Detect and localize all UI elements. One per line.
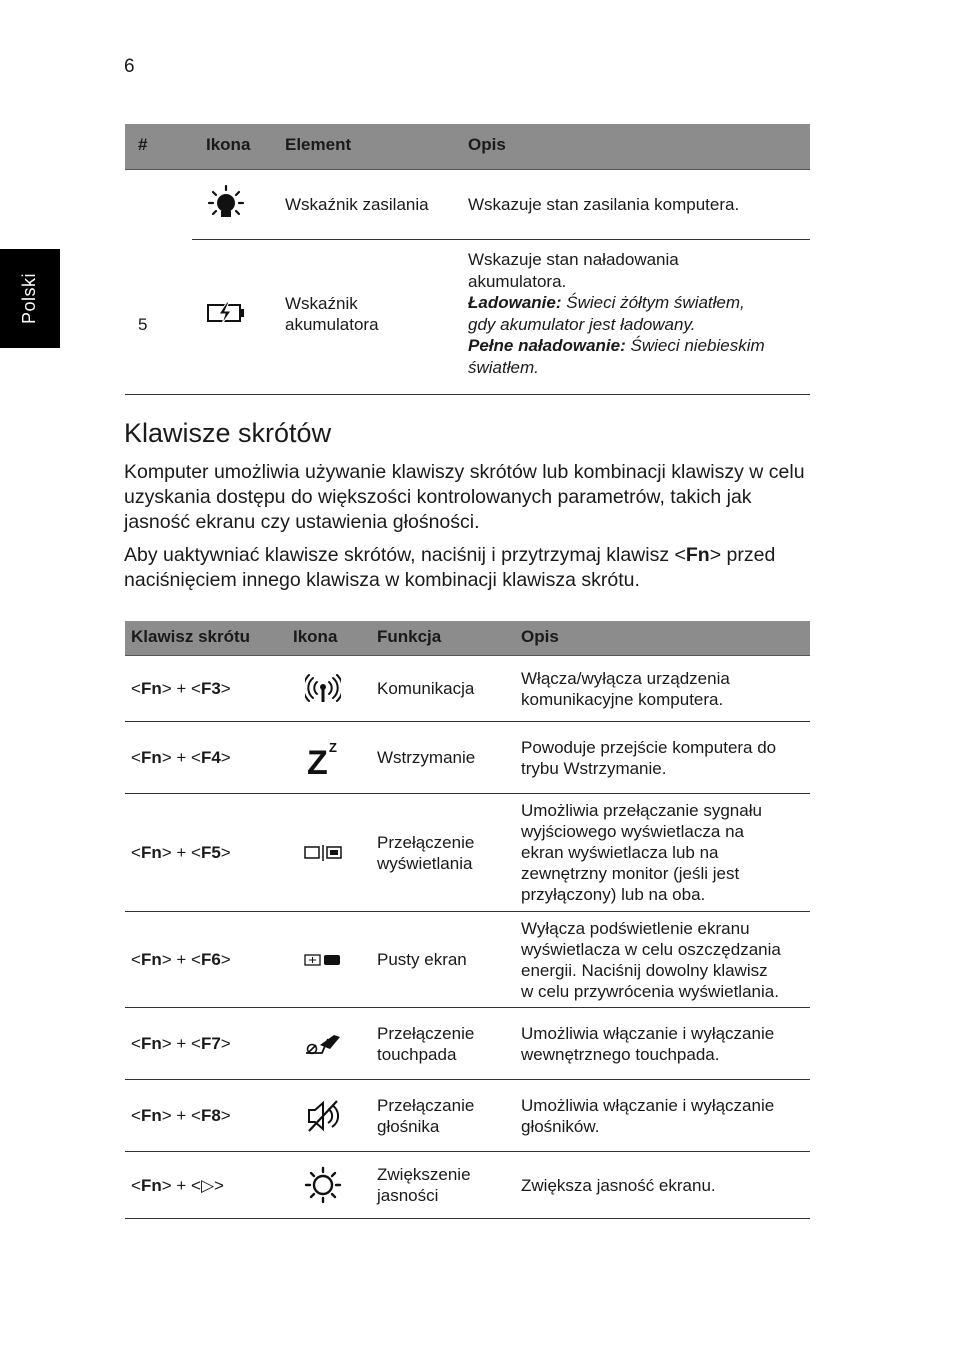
- function-line: Komunikacja: [377, 679, 475, 698]
- function-name: [377, 912, 517, 1007]
- description-line: wyświetlacza w celu oszczędzania: [521, 939, 781, 959]
- svg-text:Z: Z: [329, 739, 337, 755]
- element-battery-label: [285, 293, 379, 335]
- hotkey-combination: <Fn> + < F7 >: [131, 1034, 231, 1053]
- sleep-zz-icon: [285, 722, 361, 793]
- hotkey-key: F5: [200, 843, 221, 862]
- function-name: [377, 794, 517, 911]
- row-number: 5: [138, 315, 148, 334]
- section-title: Klawisze skrótów: [124, 418, 332, 448]
- function-name: [377, 656, 517, 721]
- description-line: przyłączony) lub na oba.: [521, 885, 706, 904]
- function-name: [377, 1080, 517, 1151]
- function-line: Zwiększenie: [377, 1165, 471, 1184]
- description-line: energii. Naciśnij dowolny klawisz: [521, 960, 768, 980]
- description-line: wewnętrznego touchpada.: [521, 1044, 720, 1064]
- hotkey-combination: <Fn> + < F4 >: [131, 748, 231, 767]
- function-line: jasności: [377, 1186, 439, 1205]
- hotkey-key: F6: [200, 950, 221, 969]
- description-line: Włącza/wyłącza urządzenia: [521, 668, 730, 688]
- table-row: [125, 722, 810, 794]
- language-side-tab: [0, 249, 60, 348]
- function-description: [521, 794, 810, 911]
- page-number: 6: [124, 56, 135, 77]
- full-line: [468, 335, 808, 357]
- description-line: głośników.: [521, 1116, 600, 1136]
- fn-paragraph-after: > przed naciśnięciem innego klawisza w kombinacji klawisza skrótu.: [124, 544, 776, 591]
- table-row: [125, 1152, 810, 1219]
- fn-key-label: Fn: [685, 544, 710, 566]
- description-line: w celu przywrócenia wyświetlania.: [521, 981, 779, 1001]
- hotkey-key: ▷: [200, 1175, 215, 1195]
- hotkey-key: F8: [200, 1106, 221, 1125]
- battery-desc-line1: Wskazuje stan naładowania: [468, 250, 679, 269]
- description-line: Umożliwia przełączanie sygnału: [521, 801, 762, 820]
- function-line: Pusty ekran: [377, 950, 467, 969]
- description-line: trybu Wstrzymanie.: [521, 758, 667, 778]
- description-line: Wyłącza podświetlenie ekranu: [521, 918, 750, 938]
- header-function: Funkcja: [377, 627, 442, 646]
- display-toggle-icon: [285, 794, 361, 911]
- charging-text-2: gdy akumulator jest ładowany.: [468, 314, 696, 334]
- hotkey-table-header: [125, 621, 810, 656]
- battery-desc-line2: akumulatora.: [468, 271, 567, 291]
- function-description: [521, 656, 810, 721]
- function-line: głośnika: [377, 1116, 440, 1136]
- table-row: [192, 170, 810, 240]
- function-line: wyświetlania: [377, 853, 473, 873]
- battery-indicator-icon: [206, 300, 246, 331]
- description-line: Umożliwia włączanie i wyłączanie: [521, 1095, 775, 1115]
- full-text-1: Świeci niebieskim: [625, 336, 765, 355]
- hotkey-combination: <Fn> + < F5 >: [131, 843, 231, 862]
- function-description: [521, 1152, 810, 1218]
- hotkey-table: [125, 621, 810, 1219]
- battery-label-line1: Wskaźnik: [285, 294, 358, 313]
- full-text-2: światłem.: [468, 357, 539, 377]
- table-row: [125, 912, 810, 1008]
- header-hotkey: Klawisz skrótu: [131, 627, 251, 646]
- brightness-up-icon: [285, 1152, 361, 1218]
- function-description: [521, 1080, 810, 1151]
- description-line: Zwiększa jasność ekranu.: [521, 1175, 716, 1195]
- screen-blank-icon: [285, 912, 361, 1007]
- function-name: [377, 722, 517, 793]
- header-description: Opis: [468, 135, 506, 154]
- function-line: Przełączanie: [377, 1095, 475, 1115]
- indicator-table: [125, 124, 810, 395]
- power-indicator-icon: [206, 184, 246, 229]
- function-line: Przełączenie: [377, 832, 475, 852]
- description-line: Umożliwia włączanie i wyłączanie: [521, 1023, 775, 1043]
- table-row: [125, 656, 810, 722]
- hotkey-combination: <Fn> + < F8 >: [131, 1106, 231, 1125]
- hotkey-key: F4: [200, 748, 221, 767]
- function-description: [521, 912, 810, 1007]
- hotkey-combination: <Fn> + < F3 >: [131, 679, 231, 698]
- speaker-toggle-icon: [285, 1080, 361, 1151]
- function-line: touchpada: [377, 1044, 457, 1064]
- language-label: Polski: [19, 272, 40, 325]
- charging-line: [468, 292, 808, 314]
- wireless-communication-icon: [285, 656, 361, 721]
- header-number: #: [138, 135, 148, 154]
- hotkey-combination: <Fn> + < ▷ >: [131, 1175, 224, 1195]
- function-description: [521, 722, 810, 793]
- element-power-label: Wskaźnik zasilania: [285, 195, 429, 214]
- function-description: [521, 1008, 810, 1079]
- function-name: [377, 1008, 517, 1079]
- header-icon: Ikona: [206, 135, 251, 154]
- function-line: Przełączenie: [377, 1023, 475, 1043]
- hotkey-combination: <Fn> + < F6 >: [131, 950, 231, 969]
- touchpad-toggle-icon: [285, 1008, 361, 1079]
- battery-description: [468, 249, 808, 378]
- function-name: [377, 1152, 517, 1218]
- function-line: Wstrzymanie: [377, 748, 476, 767]
- hotkey-table-body: [125, 656, 810, 1219]
- battery-label-line2: akumulatora: [285, 315, 379, 334]
- power-description: Wskazuje stan zasilania komputera.: [468, 195, 740, 214]
- description-line: wyjściowego wyświetlacza na: [521, 822, 744, 841]
- description-line: ekran wyświetlacza lub na: [521, 843, 719, 862]
- table-row: [125, 1080, 810, 1152]
- description-line: komunikacyjne komputera.: [521, 689, 724, 709]
- indicator-table-body: [125, 170, 810, 395]
- table-row: [192, 240, 810, 394]
- header-description: Opis: [521, 627, 559, 646]
- header-icon: Ikona: [293, 627, 338, 646]
- fn-paragraph: [124, 543, 812, 593]
- header-element: Element: [285, 135, 352, 154]
- table-row: [125, 1008, 810, 1080]
- charging-text-1: Świeci żółtym światłem,: [561, 293, 745, 312]
- table-row: [125, 794, 810, 912]
- full-line-2: [468, 357, 808, 379]
- hotkey-key: F7: [200, 1034, 221, 1053]
- charging-line-2: [468, 314, 808, 336]
- fn-paragraph-before: Aby uaktywniać klawisze skrótów, naciśnij i przytrzymaj klawisz <: [124, 544, 686, 566]
- description-line: zewnętrzny monitor (jeśli jest: [521, 864, 740, 883]
- charging-label: Ładowanie:: [468, 293, 562, 312]
- svg-text:Z: Z: [307, 743, 328, 778]
- intro-paragraph: Komputer umożliwia używanie klawiszy skrótów lub kombinacji klawiszy w celu uzyskania dostępu do większości kontrolowanych parametrów, takich jak jasność ekranu czy ustawienia głośności.: [124, 461, 805, 533]
- full-label: Pełne naładowanie:: [468, 336, 626, 355]
- hotkey-key: F3: [200, 679, 221, 698]
- description-line: Powoduje przejście komputera do: [521, 737, 777, 757]
- indicator-table-header: [125, 124, 810, 170]
